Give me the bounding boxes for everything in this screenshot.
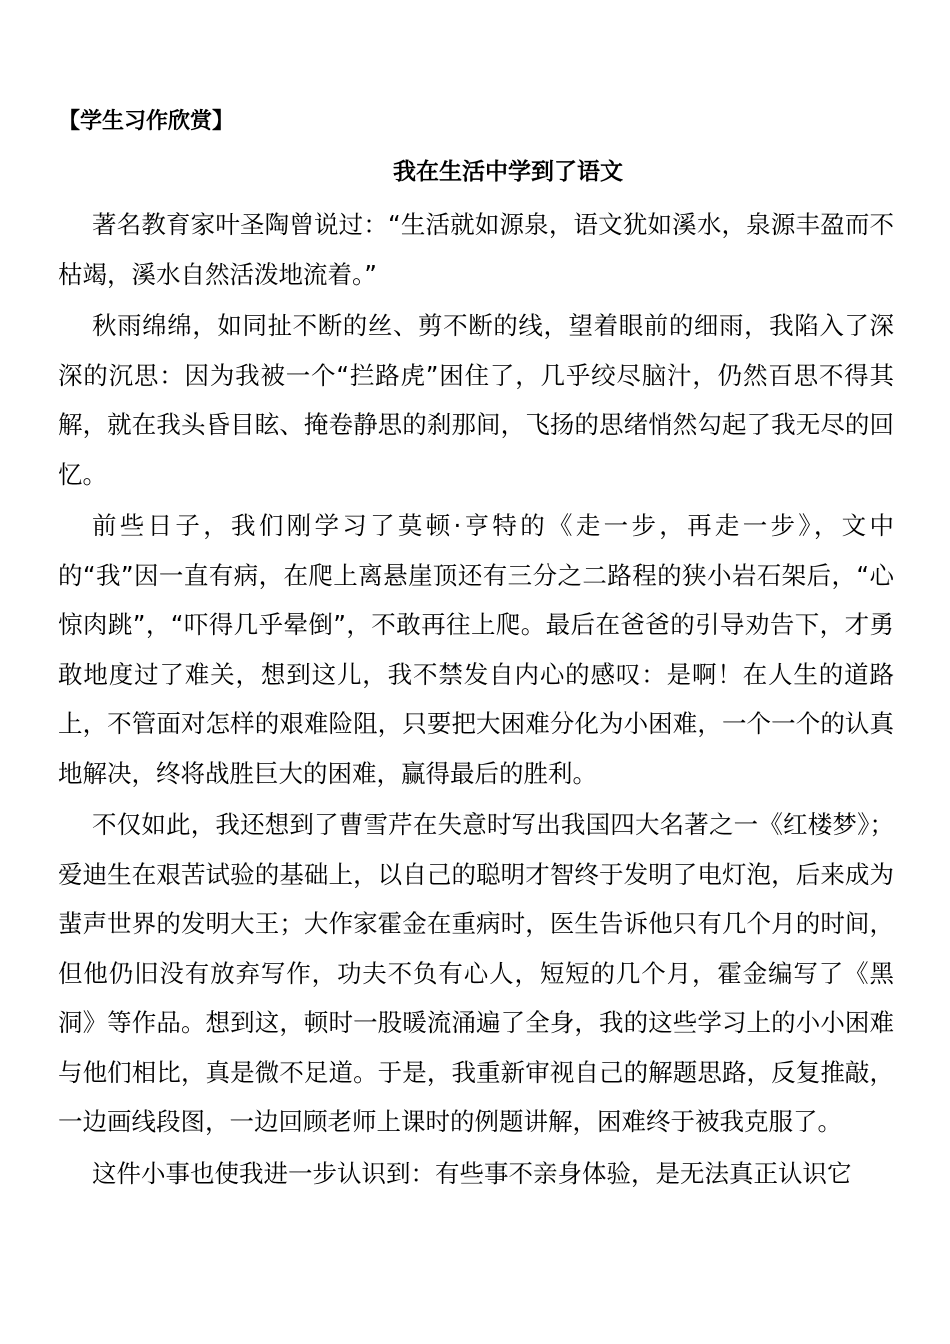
essay-title: 我在生活中学到了语文 — [393, 159, 623, 185]
paragraph-great-people: 不仅如此，我还想到了曹雪芹在失意时写出我国四大名著之一《红楼梦》；爱迪生在艰苦试验的基础上，以自己的聪明才智终于发明了电灯泡，后来成为蜚声世界的发明大王；大作家霍金在重病时，医生告诉他只有几个月的时间，但他仍旧没有放弃写作，功夫不负有心人，短短的几个月，霍金编写了《黑洞》等作品。想到这，顿时一股暖流涌遍了全身，我的这些学习上的小小困难与他们相比，真是微不足道。于是，我重新审视自己的解题思路，反复推敲，一边画线段图，一边回顾老师上课时的例题讲解，困难终于被我克服了。 — [58, 810, 894, 1136]
section-heading: 【学生习作欣赏】 — [58, 109, 235, 134]
paragraph-quote: 著名教育家叶圣陶曾说过：“生活就如源泉，语文犹如溪水，泉源丰盈而不枯竭，溪水自然活泼地流着。” — [58, 210, 894, 289]
paragraph-one-step: 前些日子，我们刚学习了莫顿·亨特的《走一步，再走一步》，文中的“我”因一直有病，在爬上离悬崖顶还有三分之二路程的狭小岩石架后，“心惊肉跳”，“吓得几乎晕倒”，不敢再往上爬。最后在爸爸的引导劝告下，才勇敢地度过了难关，想到这儿，我不禁发自内心的感叹：是啊！在人生的道路上，不管面对怎样的艰难险阻，只要把大困难分化为小困难，一个一个的认真地解决，终将战胜巨大的困难，赢得最后的胜利。 — [58, 511, 894, 788]
paragraph-autumn-rain: 秋雨绵绵，如同扯不断的丝、剪不断的线，望着眼前的细雨，我陷入了深深的沉思：因为我被一个“拦路虎”困住了，几乎绞尽脑汁，仍然百思不得其解，就在我头昏目眩、掩卷静思的刹那间，飞扬的思绪悄然勾起了我无尽的回忆。 — [58, 311, 894, 489]
paragraph-conclusion: 这件小事也使我进一步认识到：有些事不亲身体验，是无法真正认识它 — [92, 1158, 852, 1188]
essay-body — [58, 200, 894, 1198]
